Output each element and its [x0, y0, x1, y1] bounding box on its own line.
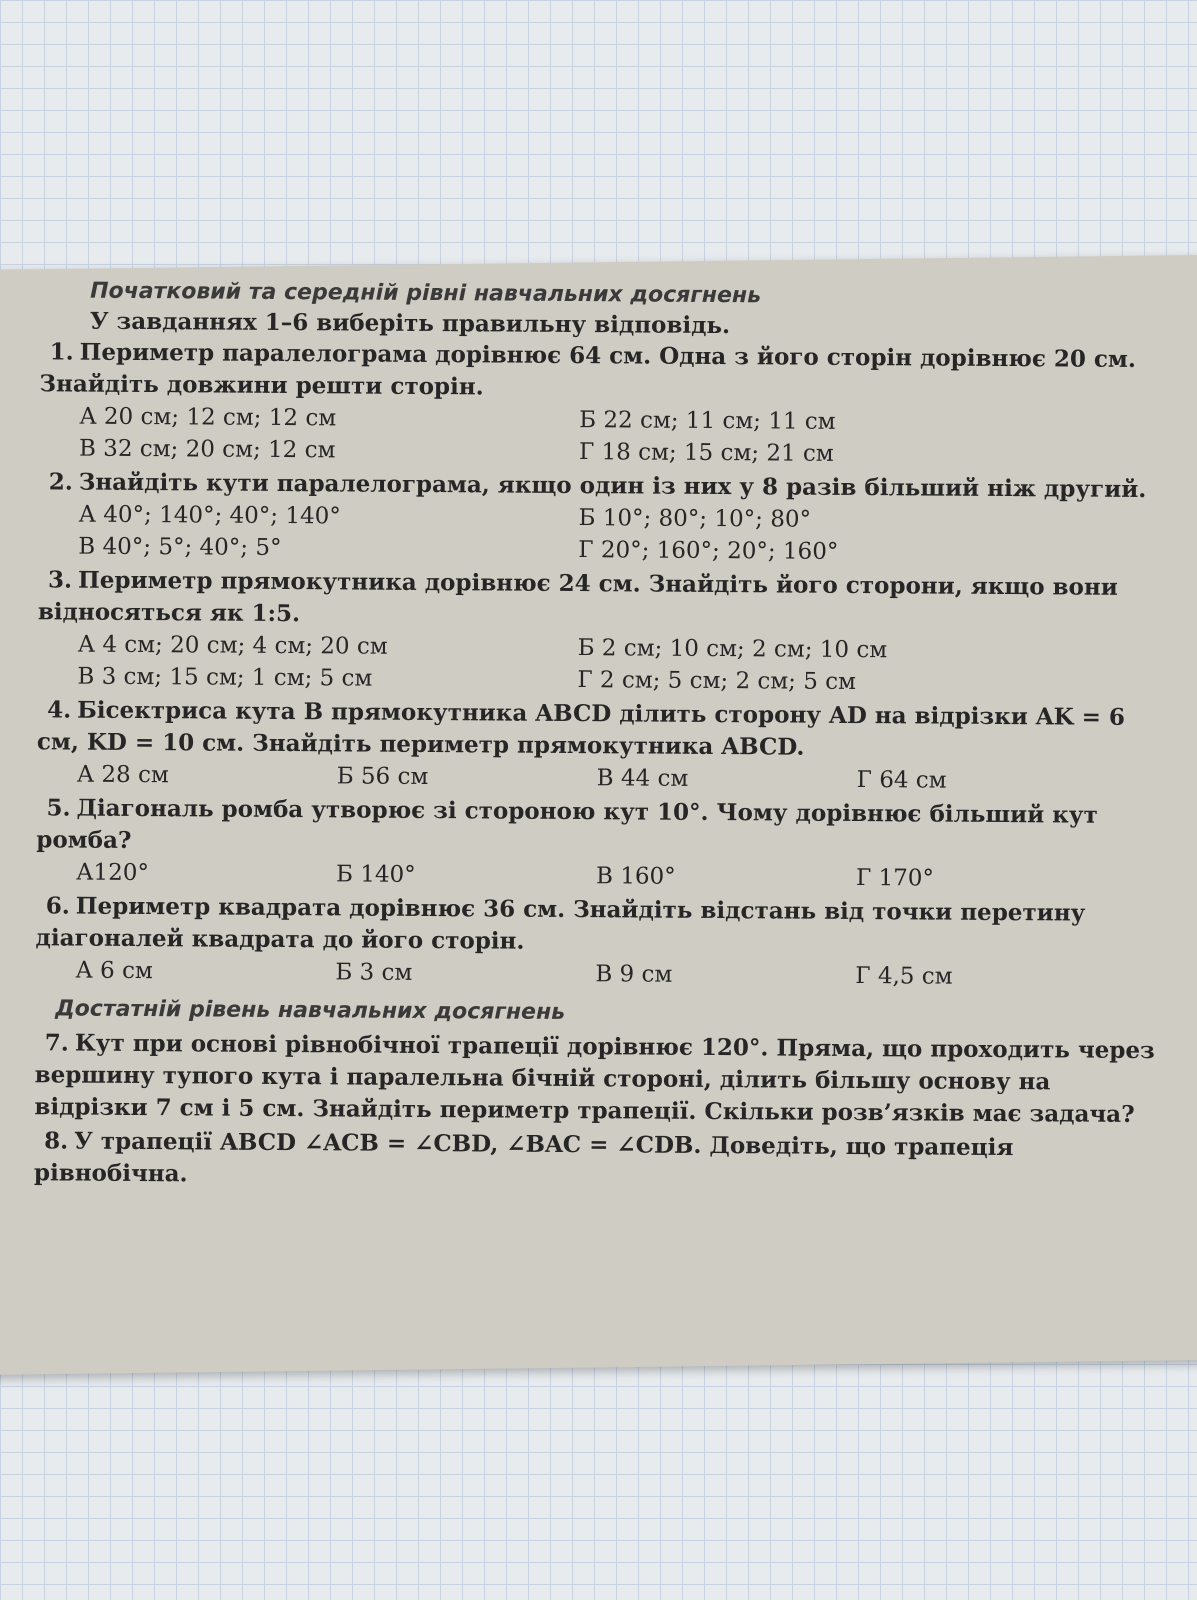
- task-question: [36, 792, 1166, 864]
- task-number: 5.: [46, 794, 71, 822]
- page-content: [33, 278, 1170, 1346]
- task-text: Бісектриса кута B прямокутника ABCD ділить сторону AD на відрізки AK = 6 см, KD = 10 см. Знайдіть периметр прямокутника ABCD.: [36, 696, 1126, 761]
- task-text: Діагональ ромба утворює зі стороною кут 10°. Чому дорівнює більший кут ромба?: [36, 794, 1098, 854]
- answer-options: [77, 759, 1167, 799]
- task-question: [34, 1027, 1165, 1131]
- task-number: 6.: [45, 892, 70, 920]
- answer-options: [75, 955, 1165, 995]
- task-text: Кут при основі рівнобічної трапеції дорівнює 120°. Пряма, що проходить через вершину тупого кута і паралельна бічній стороні, ділить більшу основу на відрізки 7 см і 5 см. Знайдіть периметр трапеції. Скільки розв’язків має задача?: [34, 1029, 1155, 1128]
- task-text: Периметр прямокутника дорівнює 24 см. Знайдіть його сторони, якщо вони відносяться як 1:5.: [37, 566, 1118, 628]
- task-number: 2.: [48, 468, 73, 496]
- option-c: В 40°; 5°; 40°; 5°: [78, 533, 282, 561]
- option-d: Г 4,5 см: [855, 963, 953, 990]
- task-number: 7.: [44, 1029, 69, 1057]
- task-text: Периметр квадрата дорівнює 36 см. Знайдіть відстань від точки перетину діагоналей квадрата до його сторін.: [35, 892, 1086, 955]
- option-a: А 40°; 140°; 40°; 140°: [78, 501, 341, 530]
- section1-heading: Початковий та середній рівні навчальних досягнень: [90, 278, 762, 309]
- option-d: Г 170°: [855, 865, 935, 892]
- option-c: В 3 см; 15 см; 1 см; 5 см: [77, 663, 373, 692]
- task-6: [35, 890, 1166, 994]
- answer-options: [79, 401, 1169, 473]
- option-a: А 4 см; 20 см; 4 см; 20 см: [77, 631, 388, 660]
- option-b: Б 56 см: [336, 763, 429, 791]
- option-b: Б 140°: [335, 861, 416, 888]
- task-text: У трапеції ABCD ∠ACB = ∠CBD, ∠BAC = ∠CDB. Доведіть, що трапеція рівнобічна.: [33, 1127, 1014, 1188]
- option-a: А 28 см: [76, 761, 169, 789]
- task-number: 1.: [49, 338, 74, 366]
- option-c: В 160°: [595, 863, 676, 890]
- option-c: В 44 см: [596, 765, 689, 792]
- task-question: [38, 564, 1168, 636]
- task-5: [36, 792, 1167, 896]
- option-d: Г 64 см: [856, 767, 947, 794]
- task-question: [37, 694, 1167, 766]
- task-1: [39, 336, 1170, 472]
- textbook-page: [0, 255, 1197, 1375]
- answer-options: [77, 629, 1167, 701]
- task-7: [34, 1027, 1165, 1131]
- section1-intro: У завданнях 1–6 виберіть правильну відповідь.: [89, 307, 731, 340]
- option-b: Б 3 см: [335, 959, 413, 986]
- task-question: [39, 336, 1169, 408]
- option-c: В 9 см: [595, 961, 673, 988]
- task-question: [34, 1125, 1164, 1197]
- option-d: Г 18 см; 15 см; 21 см: [578, 439, 834, 467]
- option-d: Г 20°; 160°; 20°; 160°: [578, 537, 839, 565]
- option-a: А 6 см: [75, 957, 153, 985]
- section2-heading: Достатній рівень навчальних досягнень: [55, 996, 566, 1025]
- option-c: В 32 см; 20 см; 12 см: [78, 435, 336, 464]
- option-b: Б 2 см; 10 см; 2 см; 10 см: [577, 635, 888, 664]
- task-text: Знайдіть кути паралелограма, якщо один із них у 8 разів більший ніж другий.: [78, 468, 1147, 504]
- option-d: Г 2 см; 5 см; 2 см; 5 см: [577, 667, 857, 696]
- task-8: [34, 1125, 1164, 1197]
- option-a: А 20 см; 12 см; 12 см: [79, 403, 337, 432]
- task-number: 3.: [47, 566, 73, 594]
- option-a: А120°: [75, 859, 149, 887]
- task-4: [37, 694, 1168, 798]
- task-3: [37, 564, 1168, 700]
- option-b: Б 22 см; 11 см; 11 см: [579, 407, 836, 435]
- task-text: Периметр паралелограма дорівнює 64 см. Одна з його сторін дорівнює 20 см. Знайдіть довжини решти сторін.: [39, 338, 1137, 401]
- task-2: [38, 466, 1169, 570]
- task-number: 4.: [47, 696, 72, 724]
- task-number: 8.: [44, 1127, 69, 1155]
- answer-options: [76, 857, 1166, 897]
- task-question: [35, 890, 1165, 962]
- answer-options: [78, 499, 1168, 571]
- option-b: Б 10°; 80°; 10°; 80°: [578, 505, 812, 533]
